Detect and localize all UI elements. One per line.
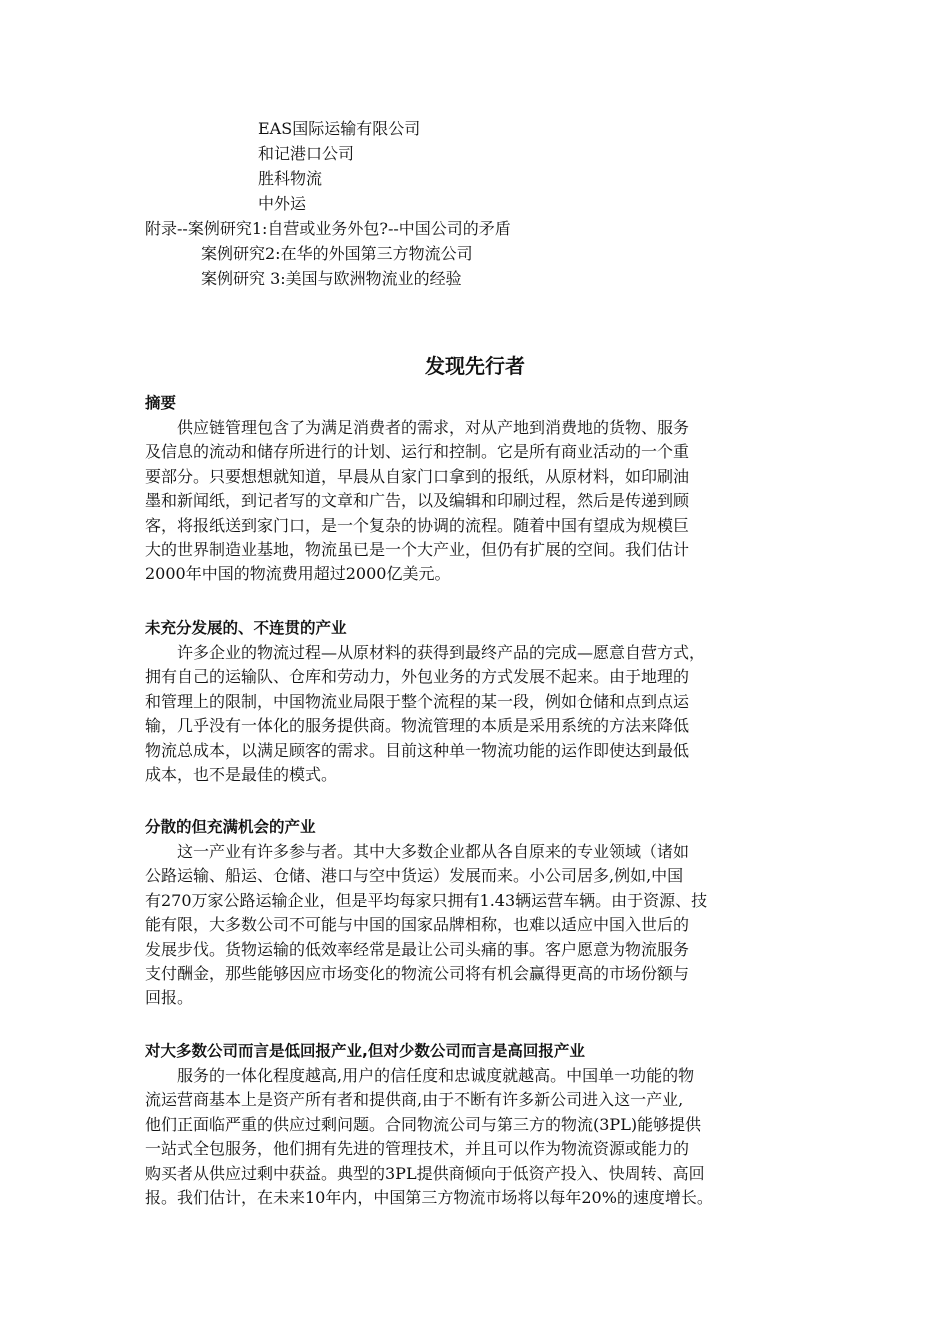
paragraph-line: 流运营商基本上是资产所有者和提供商,由于不断有许多新公司进入这一产业, bbox=[145, 1090, 684, 1110]
section-paragraph-summary bbox=[145, 416, 689, 587]
paragraph-line: 供应链管理包含了为满足消费者的需求，对从产地到消费地的货物、服务 bbox=[177, 418, 690, 437]
paragraph-line: 公路运输、船运、仓储、港口与空中货运）发展而来。小公司居多,例如,中国 bbox=[145, 866, 684, 886]
paragraph-line: 拥有自己的运输队、仓库和劳动力，外包业务的方式发展不起来。由于地理的 bbox=[145, 667, 690, 687]
toc-company-sembcorp: 胜科物流 bbox=[258, 169, 323, 188]
paragraph-line: 报。我们估计，在未来10年内，中国第三方物流市场将以每年20%的速度增长。 bbox=[145, 1188, 713, 1208]
paragraph-line: 输，几乎没有一体化的服务提供商。物流管理的本质是采用系统的方法来降低 bbox=[145, 716, 690, 736]
section-paragraph-returns bbox=[145, 1064, 713, 1210]
toc-company-sinotrans: 中外运 bbox=[258, 194, 307, 213]
toc-appendix-1 bbox=[145, 217, 511, 241]
section-heading-underdeveloped: 未充分发展的、不连贯的产业 bbox=[145, 619, 347, 637]
paragraph-line: 成本，也不是最佳的模式。 bbox=[145, 765, 338, 785]
paragraph-line: 能有限，大多数公司不可能与中国的国家品牌相称，也难以适应中国入世后的 bbox=[145, 915, 690, 935]
toc-appendix-2: 案例研究2:在华的外国第三方物流公司 bbox=[201, 244, 473, 263]
paragraph-line: 许多企业的物流过程—从原材料的获得到最终产品的完成—愿意自营方式， bbox=[177, 643, 706, 662]
toc-appendix-3: 案例研究 3:美国与欧洲物流业的经验 bbox=[201, 269, 462, 288]
paragraph-line: 购买者从供应过剩中获益。典型的3PL提供商倾向于低资产投入、快周转、高回 bbox=[145, 1163, 705, 1183]
section-heading-returns: 对大多数公司而言是低回报产业,但对少数公司而言是高回报产业 bbox=[145, 1042, 585, 1060]
paragraph-line: 及信息的流动和储存所进行的计划、运行和控制。它是所有商业活动的一个重 bbox=[145, 442, 690, 462]
toc-company-hutchison: 和记港口公司 bbox=[258, 144, 355, 163]
paragraph-line: 他们正面临严重的供应过剩问题。合同物流公司与第三方的物流(3PL)能够提供 bbox=[145, 1114, 702, 1134]
section-paragraph-underdeveloped bbox=[145, 641, 705, 787]
section-paragraph-fragmented bbox=[145, 840, 707, 1011]
paragraph-line: 一站式全包服务，他们拥有先进的管理技术，并且可以作为物流资源或能力的 bbox=[145, 1139, 690, 1159]
toc-appendix-1-label: 案例研究1:自营或业务外包?--中国公司的矛盾 bbox=[187, 219, 511, 238]
document-title: 发现先行者 bbox=[425, 354, 525, 378]
paragraph-line: 大的世界制造业基地，物流虽已是一个大产业，但仍有扩展的空间。我们估计 bbox=[145, 540, 690, 560]
toc-company-eas: EAS国际运输有限公司 bbox=[258, 119, 421, 138]
paragraph-line: 回报。 bbox=[145, 988, 194, 1008]
paragraph-line: 发展步伐。货物运输的低效率经常是最让公司头痛的事。客户愿意为物流服务 bbox=[145, 939, 690, 959]
paragraph-line: 服务的一体化程度越高,用户的信任度和忠诚度就越高。中国单一功能的物 bbox=[177, 1066, 695, 1085]
paragraph-line: 物流总成本，以满足顾客的需求。目前这种单一物流功能的运作即使达到最低 bbox=[145, 740, 690, 760]
paragraph-line: 和管理上的限制，中国物流业局限于整个流程的某一段，例如仓储和点到点运 bbox=[145, 691, 690, 711]
paragraph-line: 这一产业有许多参与者。其中大多数企业都从各自原来的专业领域（诸如 bbox=[177, 842, 690, 861]
paragraph-line: 墨和新闻纸，到记者写的文章和广告，以及编辑和印刷过程，然后是传递到顾 bbox=[145, 491, 690, 511]
section-heading-summary: 摘要 bbox=[145, 394, 177, 412]
paragraph-line: 有270万家公路运输企业，但是平均每家只拥有1.43辆运营车辆。由于资源、技 bbox=[145, 890, 708, 910]
paragraph-line: 客，将报纸送到家门口，是一个复杂的协调的流程。随着中国有望成为规模巨 bbox=[145, 515, 690, 535]
paragraph-line: 要部分。只要想想就知道，早晨从自家门口拿到的报纸，从原材料，如印刷油 bbox=[145, 466, 690, 486]
section-heading-fragmented: 分散的但充满机会的产业 bbox=[145, 818, 316, 836]
paragraph-line: 2000年中国的物流费用超过2000亿美元。 bbox=[145, 564, 451, 584]
toc-appendix-prefix: 附录-- bbox=[145, 219, 188, 238]
paragraph-line: 支付酬金，那些能够因应市场变化的物流公司将有机会赢得更高的市场份额与 bbox=[145, 964, 690, 984]
